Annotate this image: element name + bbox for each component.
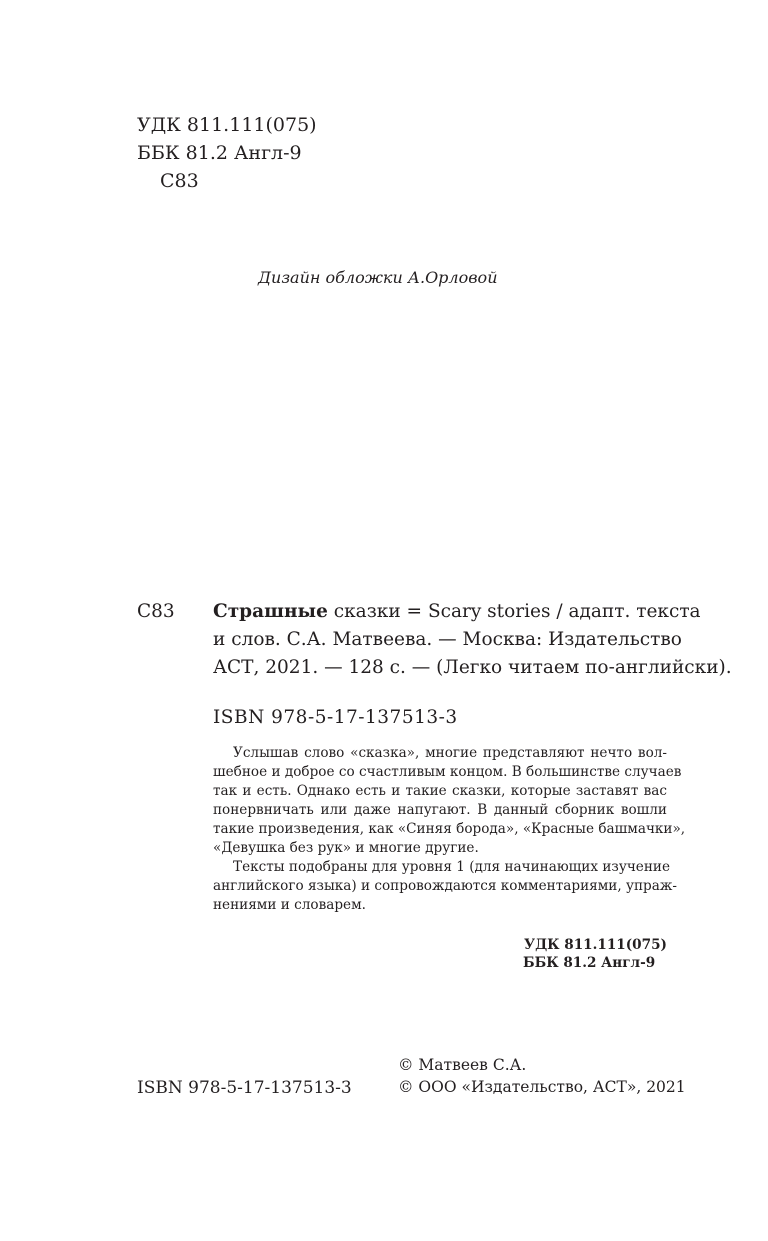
annotation-bbk: ББК 81.2 Англ-9 bbox=[523, 955, 656, 971]
author-mark: С83 bbox=[160, 170, 199, 192]
annotation-line: так и есть. Однако есть и такие сказки, которые заставят вас bbox=[213, 783, 667, 799]
annotation-udk: УДК 811.111(075) bbox=[524, 937, 667, 953]
udk-code: УДК 811.111(075) bbox=[137, 114, 317, 136]
footer-isbn: ISBN 978-5-17-137513-3 bbox=[137, 1078, 352, 1098]
copyright-publisher: © ООО «Издательство, АСТ», 2021 bbox=[398, 1078, 686, 1096]
annotation-line: шебное и доброе со счастливым концом. В большинстве случаев bbox=[213, 764, 682, 780]
entry-title: Страшные bbox=[213, 601, 328, 622]
annotation-line: Тексты подобраны для уровня 1 (для начинающих изучение bbox=[233, 859, 671, 875]
annotation-line: «Девушка без рук» и многие другие. bbox=[213, 840, 479, 856]
entry-line-2: и слов. С.А. Матвеева. — Москва: Издательство bbox=[213, 629, 682, 650]
bbk-code: ББК 81.2 Англ-9 bbox=[137, 142, 302, 164]
cover-design-credit: Дизайн обложки А.Орловой bbox=[258, 268, 498, 287]
entry-line-1-text: сказки = Scary stories / адапт. текста bbox=[327, 601, 701, 622]
annotation-line: понервничать или даже напугают. В данный сборник вошли bbox=[213, 802, 667, 818]
annotation-line: такие произведения, как «Синяя борода», «Красные башмачки», bbox=[213, 821, 686, 837]
entry-line-1 bbox=[213, 601, 701, 622]
copyright-author: © Матвеев С.А. bbox=[398, 1056, 527, 1074]
entry-author-mark: С83 bbox=[137, 601, 175, 622]
annotation-line: английского языка) и сопровождаются комментариями, упраж- bbox=[213, 878, 677, 894]
annotation-line: Услышав слово «сказка», многие представляют нечто вол- bbox=[233, 745, 667, 761]
entry-line-3: АСТ, 2021. — 128 с. — (Легко читаем по-английски). bbox=[213, 657, 732, 678]
annotation-line: нениями и словарем. bbox=[213, 897, 366, 913]
entry-isbn: ISBN 978-5-17-137513-3 bbox=[213, 707, 458, 728]
